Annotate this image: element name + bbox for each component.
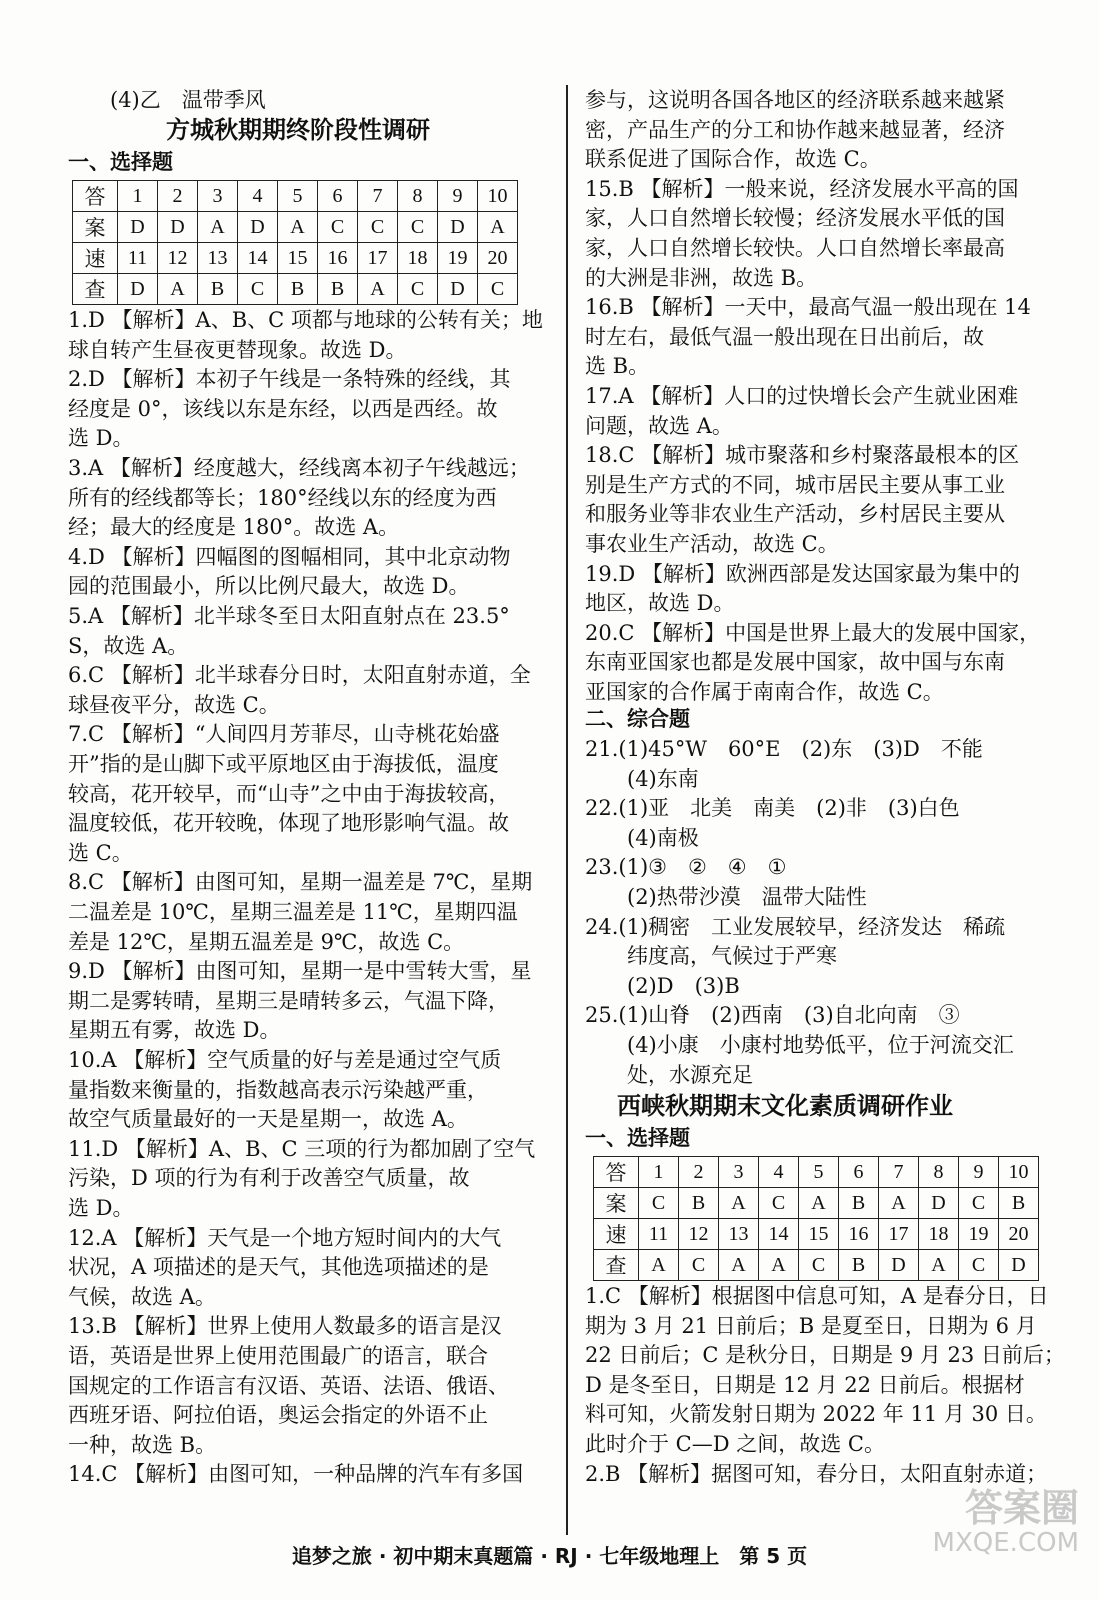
text-line: 语，英语是世界上使用范围最广的语言，联合: [68, 1344, 488, 1368]
answer-cell: C: [639, 1188, 679, 1219]
q-num: 3: [198, 181, 238, 212]
text-line: 一种，故选 B。: [68, 1432, 217, 1457]
text-line: 时左右，最低气温一般出现在日出前后，故: [585, 324, 984, 349]
text-line: 园的范围最小，所以比例尺最大，故选 D。: [68, 574, 470, 599]
answer-cell: A: [158, 274, 198, 305]
q-num: 20: [999, 1219, 1039, 1250]
text-line: 9.D 【解析】由图可知，星期一是中雪转大雪，星: [68, 959, 532, 984]
text-line: 期为 3 月 21 日前后；B 是夏至日，日期为 6 月: [585, 1313, 1037, 1338]
table-head-cell: 速: [73, 243, 118, 274]
answer-cell: D: [438, 274, 478, 305]
answer-cell: D: [118, 212, 158, 243]
q-num: 18: [919, 1219, 959, 1250]
answer-cell: B: [278, 274, 318, 305]
answer-cell: C: [238, 274, 278, 305]
text-line: 的大洲是非洲，故选 B。: [585, 265, 818, 290]
answer-cell: A: [278, 212, 318, 243]
text-line: 14.C 【解析】由图可知，一种品牌的汽车有多国: [68, 1462, 524, 1487]
text-line: 12.A 【解析】天气是一个地方短时间内的大气: [68, 1225, 502, 1250]
q-num: 5: [278, 181, 318, 212]
text-line: 开”指的是山脚下或平原地区由于海拔低，温度: [68, 752, 499, 776]
q-num: 10: [999, 1157, 1039, 1188]
q-num: 8: [919, 1157, 959, 1188]
q-num: 7: [358, 181, 398, 212]
table-head-cell: 查: [73, 274, 118, 305]
table-head-cell: 案: [594, 1188, 639, 1219]
text-line: 污染，D 项的行为有利于改善空气质量，故: [68, 1166, 470, 1191]
answer-cell: B: [999, 1188, 1039, 1219]
q-num: 17: [879, 1219, 919, 1250]
q-num: 13: [198, 243, 238, 274]
q-num: 15: [278, 243, 318, 274]
text-line: 量指数来衡量的，指数越高表示污染越严重，: [68, 1077, 488, 1102]
q-num: 1: [639, 1157, 679, 1188]
answer-cell: C: [959, 1250, 999, 1281]
text-line: 期二是雾转晴，星期三是晴转多云，气温下降，: [68, 988, 509, 1013]
text-line: 联系促进了国际合作，故选 C。: [585, 147, 881, 172]
text-line: 16.B 【解析】一天中，最高气温一般出现在 14: [585, 295, 1031, 320]
text-line: 所有的经线都等长；180°经线以东的经度为西: [68, 485, 497, 510]
text-line: 经度是 0°，该线以东是东经，以西是西经。故: [68, 396, 498, 421]
text-line: 国规定的工作语言有汉语、英语、法语、俄语、: [68, 1373, 509, 1398]
text-line: 经；最大的经度是 180°。故选 A。: [68, 515, 400, 540]
q-num: 14: [759, 1219, 799, 1250]
text-line: 事农业生产活动，故选 C。: [585, 532, 839, 556]
text-line: 15.B 【解析】一般来说，经济发展水平高的国: [585, 176, 1019, 201]
answer-cell: C: [679, 1250, 719, 1281]
top-item: (4)乙 温带季风: [110, 88, 266, 112]
text-line: 密，产品生产的分工和协作越来越显著，经济: [585, 117, 1005, 142]
text-line: 23.(1)③ ② ④ ①: [585, 855, 787, 880]
text-line: 17.A 【解析】人口的过快增长会产生就业困难: [585, 384, 1019, 408]
answer-cell: D: [438, 212, 478, 243]
text-line: 1.D 【解析】A、B、C 项都与地球的公转有关；地: [68, 308, 543, 332]
text-line: 故空气质量最好的一天是星期一，故选 A。: [68, 1107, 468, 1132]
answer-cell: A: [639, 1250, 679, 1281]
table-head-cell: 查: [594, 1250, 639, 1281]
q-num: 12: [158, 243, 198, 274]
text-line: 选 D。: [68, 1196, 134, 1220]
text-line: 13.B 【解析】世界上使用人数最多的语言是汉: [68, 1314, 502, 1339]
text-line: 家，人口自然增长较慢；经济发展水平低的国: [585, 206, 1005, 231]
answer-cell: D: [879, 1250, 919, 1281]
text-line: 球自转产生昼夜更替现象。故选 D。: [68, 337, 407, 362]
q-num: 17: [358, 243, 398, 274]
text-line: (4)东南: [585, 766, 699, 791]
q-num: 2: [679, 1157, 719, 1188]
text-line: 别是生产方式的不同，城市居民主要从事工业: [585, 472, 1005, 497]
text-line: 地区，故选 D。: [585, 591, 735, 616]
q-num: 10: [478, 181, 518, 212]
answer-table-2: [593, 1156, 1039, 1281]
text-line: 状况，A 项描述的是天气，其他选项描述的是: [68, 1255, 489, 1280]
table-head-cell: 案: [73, 212, 118, 243]
answer-cell: D: [919, 1188, 959, 1219]
answer-cell: C: [959, 1188, 999, 1219]
answer-cell: C: [759, 1188, 799, 1219]
answer-table-1: [72, 180, 518, 305]
answer-cell: A: [879, 1188, 919, 1219]
text-line: 22 日前后；C 是秋分日，日期是 9 月 23 日前后；: [585, 1343, 1065, 1368]
answer-cell: D: [238, 212, 278, 243]
q-num: 15: [799, 1219, 839, 1250]
section2-part1: 一、选择题: [585, 1126, 690, 1150]
text-line: (2)D (3)B: [585, 973, 740, 998]
text-line: 西班牙语、阿拉伯语，奥运会指定的外语不止: [68, 1403, 488, 1428]
text-line: 18.C 【解析】城市聚落和乡村聚落最根本的区: [585, 443, 1020, 468]
answer-cell: B: [679, 1188, 719, 1219]
q-num: 6: [839, 1157, 879, 1188]
text-line: 8.C 【解析】由图可知，星期一温差是 7℃，星期: [68, 870, 533, 895]
answer-cell: A: [719, 1188, 759, 1219]
text-line: 4.D 【解析】四幅图的图幅相同，其中北京动物: [68, 544, 511, 569]
text-line: 选 D。: [68, 426, 134, 451]
text-line: 问题，故选 A。: [585, 413, 733, 438]
answer-cell: A: [478, 212, 518, 243]
text-line: 11.D 【解析】A、B、C 三项的行为都加剧了空气: [68, 1136, 536, 1161]
text-line: 东南亚国家也都是发展中国家，故中国与东南: [585, 650, 1005, 675]
q-num: 20: [478, 243, 518, 274]
table-head-cell: 速: [594, 1219, 639, 1250]
answer-cell: D: [158, 212, 198, 243]
q-num: 19: [959, 1219, 999, 1250]
answer-cell: A: [198, 212, 238, 243]
q-num: 14: [238, 243, 278, 274]
answer-cell: C: [398, 212, 438, 243]
answer-cell: A: [799, 1188, 839, 1219]
answer-cell: C: [318, 212, 358, 243]
page-footer: 追梦之旅 · 初中期末真题篇 · RJ · 七年级地理上 第 5 页: [291, 1544, 808, 1568]
q-num: 1: [118, 181, 158, 212]
text-line: 2.D 【解析】本初子午线是一条特殊的经线，其: [68, 367, 511, 392]
answer-cell: B: [839, 1250, 879, 1281]
q-num: 4: [238, 181, 278, 212]
answer-cell: D: [999, 1250, 1039, 1281]
text-line: 二温差是 10℃，星期三温差是 11℃，星期四温: [68, 900, 518, 924]
text-line: 家，人口自然增长较快。人口自然增长率最高: [585, 236, 1005, 260]
answer-cell: A: [719, 1250, 759, 1281]
text-line: 球昼夜平分，故选 C。: [68, 692, 280, 717]
text-line: 参与，这说明各国各地区的经济联系越来越紧: [585, 88, 1005, 112]
q-num: 16: [318, 243, 358, 274]
text-line: 气候，故选 A。: [68, 1284, 216, 1309]
q-num: 5: [799, 1157, 839, 1188]
watermark-text: 答案圈: [964, 1486, 1079, 1530]
column-divider: [566, 85, 568, 1535]
text-line: 22.(1)亚 北美 南美 (2)非 (3)白色: [585, 796, 960, 821]
answer-cell: C: [799, 1250, 839, 1281]
answer-cell: B: [839, 1188, 879, 1219]
q-num: 11: [118, 243, 158, 274]
text-line: S，故选 A。: [68, 633, 189, 658]
text-line: 较高，花开较早，而“山寺”之中由于海拔较高，: [68, 781, 510, 806]
table-head-cell: 答: [73, 181, 118, 212]
answer-cell: A: [759, 1250, 799, 1281]
text-line: 温度较低，花开较晚，体现了地形影响气温。故: [68, 811, 509, 836]
watermark-logo: [933, 1488, 1079, 1558]
q-num: 7: [879, 1157, 919, 1188]
answer-cell: D: [118, 274, 158, 305]
q-num: 16: [839, 1219, 879, 1250]
answer-cell: C: [358, 212, 398, 243]
q-num: 9: [959, 1157, 999, 1188]
q-num: 2: [158, 181, 198, 212]
text-line: 10.A 【解析】空气质量的好与差是通过空气质: [68, 1048, 502, 1072]
text-line: (2)热带沙漠 温带大陆性: [585, 885, 867, 909]
answer-cell: A: [358, 274, 398, 305]
answer-cell: B: [198, 274, 238, 305]
table-head-cell: 答: [594, 1157, 639, 1188]
answer-cell: A: [919, 1250, 959, 1281]
section2-title: 西峡秋期期末文化素质调研作业: [617, 1092, 953, 1120]
text-line: (4)南极: [585, 825, 699, 850]
text-line: 此时介于 C—D 之间，故选 C。: [585, 1432, 885, 1456]
text-line: 20.C 【解析】中国是世界上最大的发展中国家，: [585, 620, 1041, 645]
answer-cell: C: [478, 274, 518, 305]
text-line: 6.C 【解析】北半球春分日时，太阳直射赤道，全: [68, 663, 531, 688]
section1-title: 方城秋期期终阶段性调研: [166, 116, 430, 144]
answer-cell: C: [398, 274, 438, 305]
text-line: 亚国家的合作属于南南合作，故选 C。: [585, 680, 944, 704]
text-line: 星期五有雾，故选 D。: [68, 1018, 281, 1043]
text-line: (4)小康 小康村地势低平，位于河流交汇: [585, 1033, 1014, 1057]
q-num: 18: [398, 243, 438, 274]
q-num: 9: [438, 181, 478, 212]
section1-part2: 二、综合题: [585, 707, 690, 731]
text-line: 19.D 【解析】欧洲西部是发达国家最为集中的: [585, 561, 1020, 586]
text-line: 纬度高，气候过于严寒: [585, 944, 837, 969]
text-line: 7.C 【解析】“人间四月芳菲尽，山寺桃花始盛: [68, 722, 500, 747]
text-line: 24.(1)稠密 工业发展较早，经济发达 稀疏: [585, 914, 1006, 939]
text-line: D 是冬至日，日期是 12 月 22 日前后。根据材: [585, 1372, 1025, 1397]
text-line: 2.B 【解析】据图可知，春分日，太阳直射赤道；: [585, 1461, 1048, 1486]
q-num: 12: [679, 1219, 719, 1250]
q-num: 8: [398, 181, 438, 212]
watermark-url: MXQE.COM: [932, 1528, 1079, 1558]
q-num: 6: [318, 181, 358, 212]
text-line: 处，水源充足: [585, 1062, 753, 1087]
section1-part1: 一、选择题: [68, 150, 173, 174]
text-line: 25.(1)山脊 (2)西南 (3)自北向南 ③: [585, 1003, 960, 1028]
text-line: 21.(1)45°W 60°E (2)东 (3)D 不能: [585, 737, 983, 761]
text-line: 5.A 【解析】北半球冬至日太阳直射点在 23.5°: [68, 604, 510, 628]
q-num: 19: [438, 243, 478, 274]
q-num: 3: [719, 1157, 759, 1188]
text-line: 选 B。: [585, 354, 650, 379]
q-num: 4: [759, 1157, 799, 1188]
text-line: 料可知，火箭发射日期为 2022 年 11 月 30 日。: [585, 1402, 1047, 1427]
text-line: 差是 12℃，星期五温差是 9℃，故选 C。: [68, 929, 465, 954]
answer-cell: B: [318, 274, 358, 305]
text-line: 选 C。: [68, 840, 133, 865]
text-line: 3.A 【解析】经度越大，经线离本初子午线越远；: [68, 456, 530, 480]
q-num: 11: [639, 1219, 679, 1250]
q-num: 13: [719, 1219, 759, 1250]
text-line: 1.C 【解析】根据图中信息可知，A 是春分日，日: [585, 1284, 1049, 1308]
text-line: 和服务业等非农业生产活动，乡村居民主要从: [585, 502, 1005, 527]
